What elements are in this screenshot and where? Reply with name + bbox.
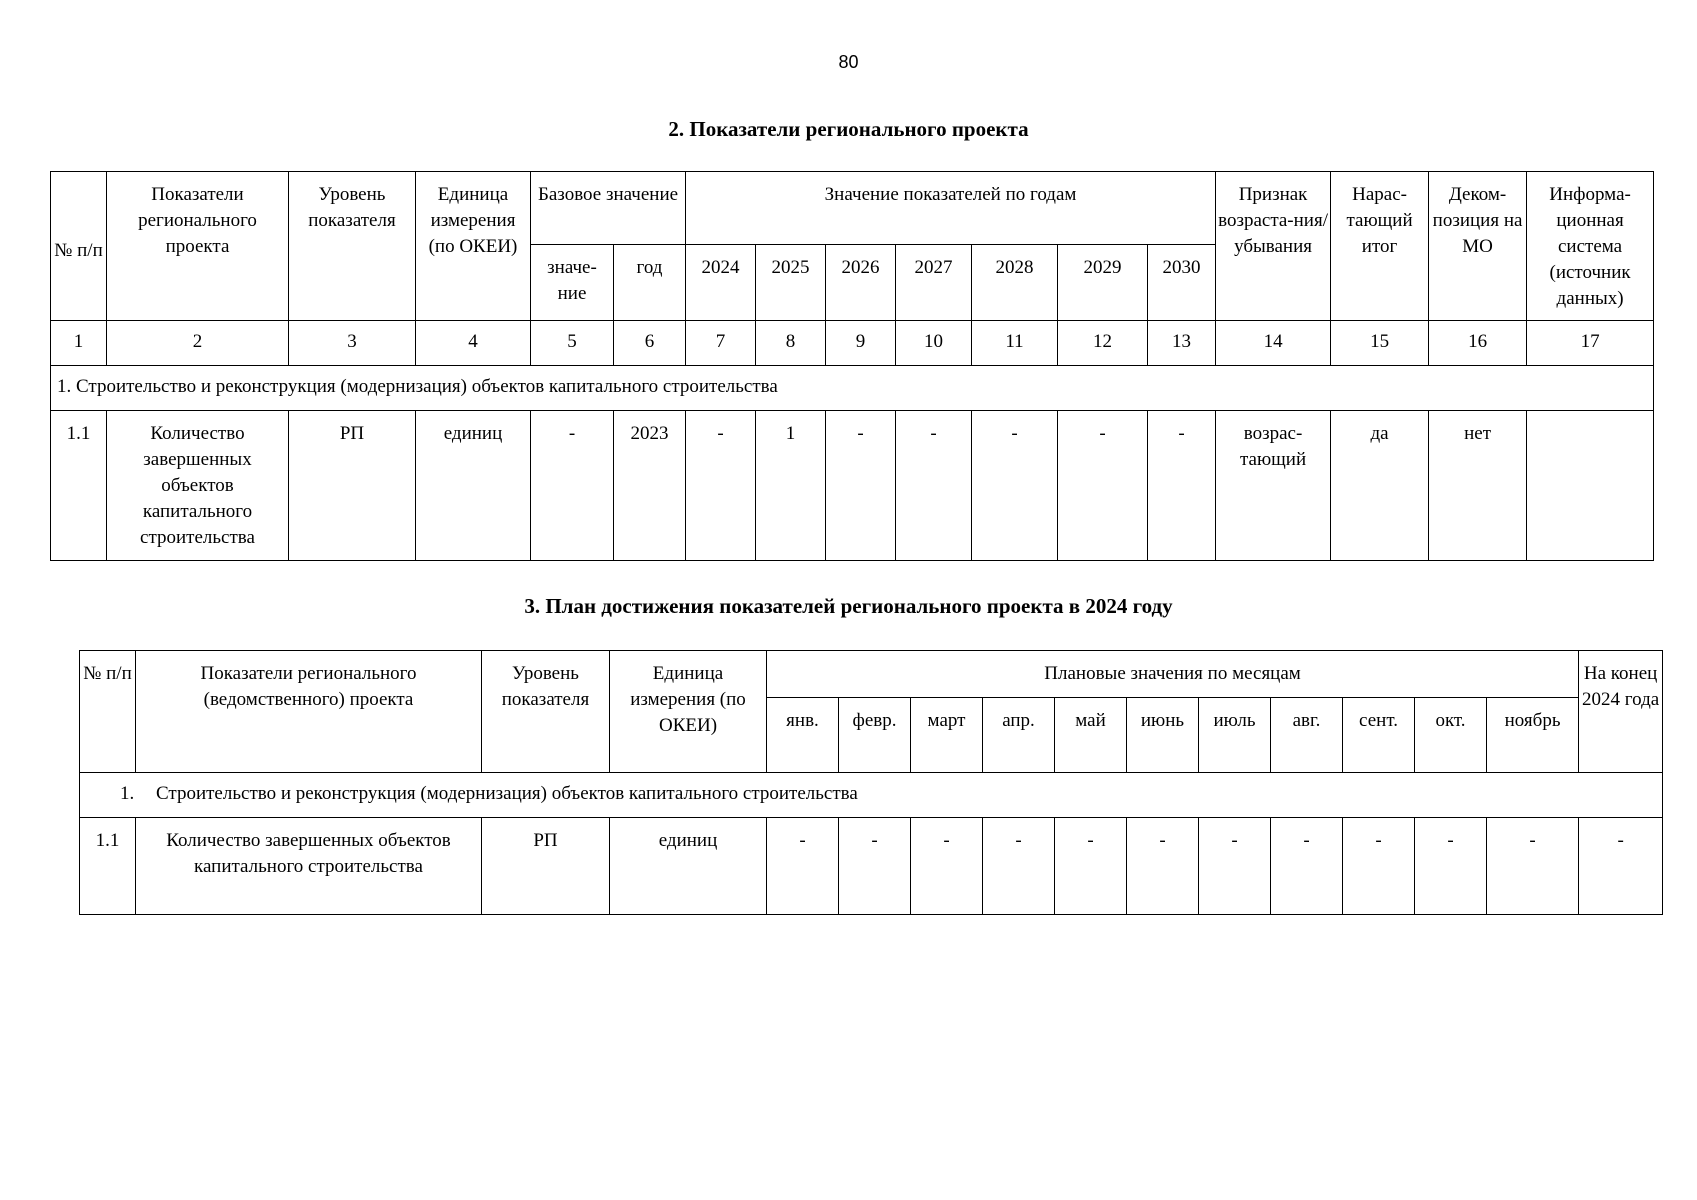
header-trend: Признак возраста-ния/ убывания (1216, 172, 1331, 321)
header-year: 2030 (1148, 245, 1216, 321)
header-month: май (1055, 698, 1127, 773)
row-num: 1.1 (51, 411, 107, 561)
row-year-value: - (1058, 411, 1148, 561)
header-base: Базовое значение (531, 172, 686, 245)
row-unit: единиц (416, 411, 531, 561)
header-years-group: Значение показателей по годам (686, 172, 1216, 245)
header-month: ноябрь (1487, 698, 1579, 773)
section-row-label: Строительство и реконструкция (модернизация) объектов капитального строительства (156, 783, 858, 804)
header-level: Уровень показателя (482, 651, 610, 773)
table-header-row (51, 172, 1654, 245)
header-level: Уровень показателя (289, 172, 416, 321)
table-row (80, 818, 1663, 915)
row-year-end: - (1579, 818, 1663, 915)
header-month: сент. (1343, 698, 1415, 773)
row-indicator: Количество завершенных объектов капитального строительства (136, 818, 482, 915)
section-3-title: 3. План достижения показателей регионального проекта в 2024 году (524, 594, 1173, 618)
header-year: 2029 (1058, 245, 1148, 321)
header-decomposition: Деком-позиция на МО (1429, 172, 1527, 321)
indicators-table (50, 171, 1654, 561)
row-trend: возрас-тающий (1216, 411, 1331, 561)
row-month-value: - (1487, 818, 1579, 915)
row-month-value: - (1055, 818, 1127, 915)
row-num: 1.1 (80, 818, 136, 915)
column-number: 13 (1148, 321, 1216, 366)
row-year-value: - (826, 411, 896, 561)
column-number: 14 (1216, 321, 1331, 366)
header-year-end: На конец 2024 года (1579, 651, 1663, 773)
section-row (51, 366, 1654, 411)
header-indicator: Показатели регионального проекта (107, 172, 289, 321)
column-number: 10 (896, 321, 972, 366)
column-number: 6 (614, 321, 686, 366)
header-cumulative: Нарас-тающий итог (1331, 172, 1429, 321)
header-year: 2027 (896, 245, 972, 321)
header-info-system: Информа-ционная система (источник данных) (1527, 172, 1654, 321)
row-month-value: - (1127, 818, 1199, 915)
header-unit: Единица измерения (по ОКЕИ) (610, 651, 767, 773)
row-month-value: - (983, 818, 1055, 915)
header-base-year: год (614, 245, 686, 321)
row-level: РП (482, 818, 610, 915)
column-number: 12 (1058, 321, 1148, 366)
row-year-value: 1 (756, 411, 826, 561)
row-indicator: Количество завершенных объектов капитального строительства (107, 411, 289, 561)
header-year: 2025 (756, 245, 826, 321)
row-base-year: 2023 (614, 411, 686, 561)
header-year: 2024 (686, 245, 756, 321)
column-number: 7 (686, 321, 756, 366)
column-number: 2 (107, 321, 289, 366)
header-month: июнь (1127, 698, 1199, 773)
row-decomposition: нет (1429, 411, 1527, 561)
row-month-value: - (767, 818, 839, 915)
section-row-label: 1. Строительство и реконструкция (модернизация) объектов капитального строительства (51, 366, 1654, 411)
row-year-value: - (1148, 411, 1216, 561)
column-number: 17 (1527, 321, 1654, 366)
row-month-value: - (1343, 818, 1415, 915)
column-number: 1 (51, 321, 107, 366)
header-year: 2028 (972, 245, 1058, 321)
header-year: 2026 (826, 245, 896, 321)
column-number: 9 (826, 321, 896, 366)
header-month: янв. (767, 698, 839, 773)
row-month-value: - (1199, 818, 1271, 915)
header-num: № п/п (51, 172, 107, 321)
header-month: март (911, 698, 983, 773)
column-number: 15 (1331, 321, 1429, 366)
section-row-cell (80, 773, 1663, 818)
header-base-value: значе-ние (531, 245, 614, 321)
row-year-value: - (972, 411, 1058, 561)
column-number: 4 (416, 321, 531, 366)
row-year-value: - (686, 411, 756, 561)
monthly-plan-table (79, 650, 1663, 915)
section-row (80, 773, 1663, 818)
row-info-system (1527, 411, 1654, 561)
row-base-value: - (531, 411, 614, 561)
header-months-group: Плановые значения по месяцам (767, 651, 1579, 698)
column-number: 8 (756, 321, 826, 366)
row-unit: единиц (610, 818, 767, 915)
row-year-value: - (896, 411, 972, 561)
header-num: № п/п (80, 651, 136, 773)
column-number: 16 (1429, 321, 1527, 366)
header-month: апр. (983, 698, 1055, 773)
page-number: 80 (838, 52, 859, 72)
row-level: РП (289, 411, 416, 561)
header-month: авг. (1271, 698, 1343, 773)
row-month-value: - (839, 818, 911, 915)
table-row (51, 411, 1654, 561)
row-month-value: - (911, 818, 983, 915)
header-month: окт. (1415, 698, 1487, 773)
section-2-title: 2. Показатели регионального проекта (668, 117, 1029, 141)
header-unit: Единица измерения (по ОКЕИ) (416, 172, 531, 321)
column-numbers-row (51, 321, 1654, 366)
row-month-value: - (1271, 818, 1343, 915)
header-indicator: Показатели регионального (ведомственного) проекта (136, 651, 482, 773)
column-number: 5 (531, 321, 614, 366)
table-header-row (80, 651, 1663, 698)
row-month-value: - (1415, 818, 1487, 915)
column-number: 11 (972, 321, 1058, 366)
header-month: июль (1199, 698, 1271, 773)
section-row-number: 1. (120, 783, 135, 804)
column-number: 3 (289, 321, 416, 366)
row-cumulative: да (1331, 411, 1429, 561)
header-month: февр. (839, 698, 911, 773)
